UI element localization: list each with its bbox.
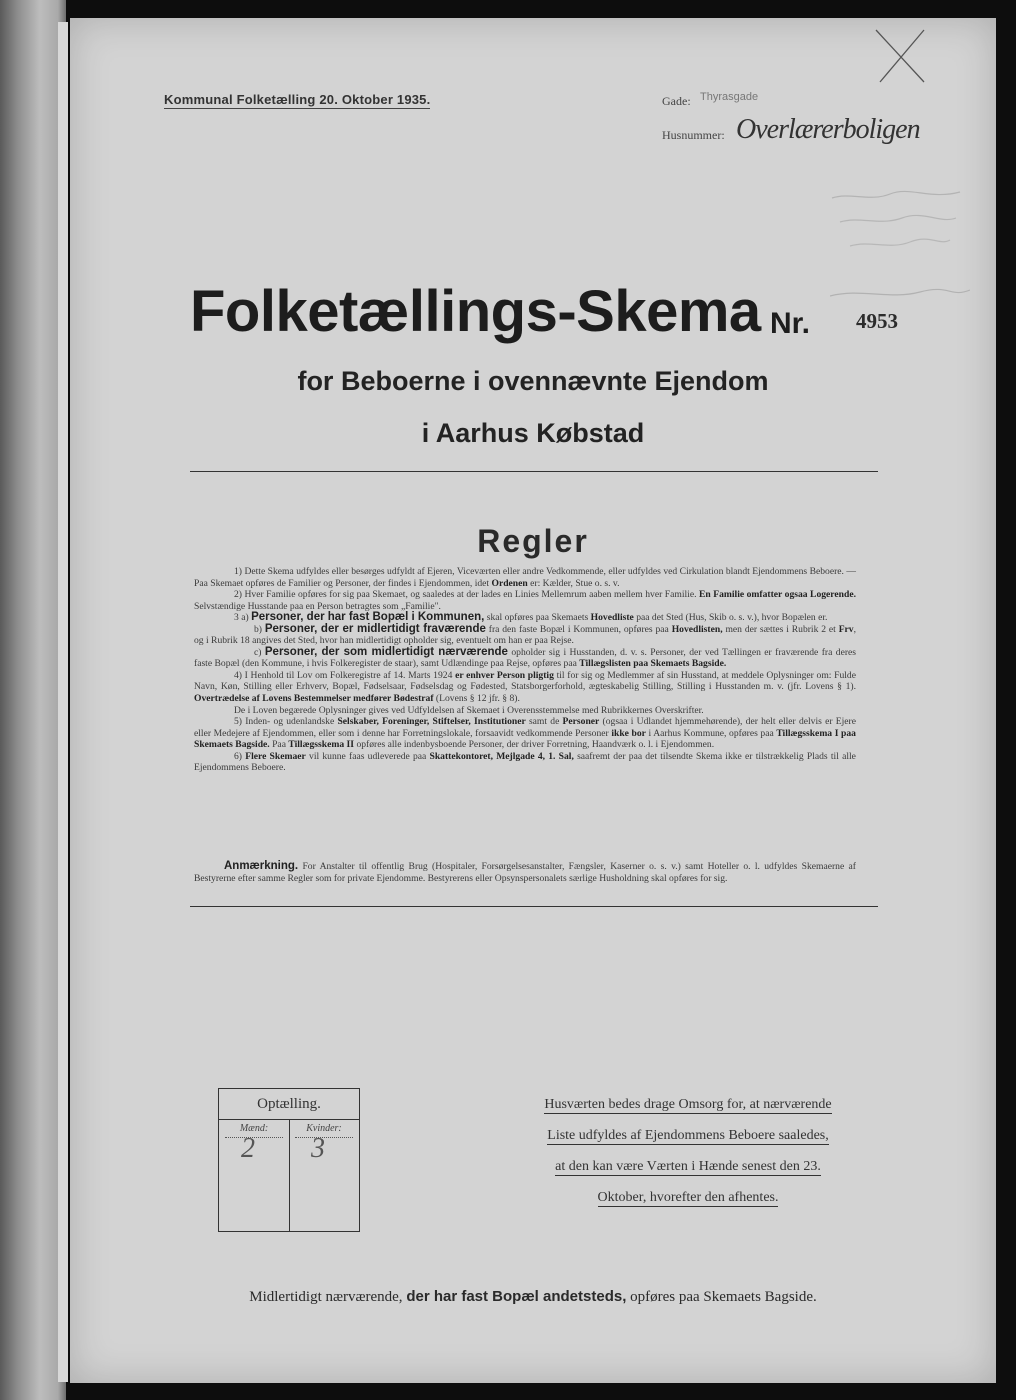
optaelling-title: Optælling. — [219, 1089, 359, 1120]
rule-1-bold: Ordenen — [491, 577, 528, 589]
husnummer-label: Husnummer: — [662, 128, 725, 142]
rule-4-note-text: De i Loven begærede Oplysninger gives ved Udfyldelsen af Skemaet i Overensstemmelse med Rubrikkernes Overskrifter. — [234, 704, 704, 716]
rule-4-text-3: (Lovens § 12 jfr. § 8). — [435, 693, 520, 705]
rule-3b — [194, 624, 856, 647]
rule-4-text: 4) I Henhold til Lov om Folkeregistre af 14. Marts 1924 — [234, 669, 453, 681]
rule-3c-bold: Tillægslisten paa Skemaets Bagside. — [579, 658, 727, 670]
book-binding — [0, 0, 66, 1400]
rule-5-text-end: opføres alle indenbysboende Personer, der driver Forretning, Haandværk o. l. i Ejendommen. — [356, 739, 715, 751]
rule-6-text-end: saafremt der paa det tilsendte Skema ikke er tilstrækkelig Plads til alle Ejendommens Beboere. — [194, 750, 856, 774]
rule-3a-text: skal opføres paa Skemaets — [486, 612, 589, 624]
cross-mark-icon — [870, 26, 930, 86]
rule-3a-text-end: paa det Sted (Hus, Skib o. s. v.), hvor Bopælen er. — [636, 612, 828, 624]
rule-2-text-end: Selvstændige Husstande paa en Person betragtes som „Familie". — [194, 600, 441, 612]
form-title: Folketællings-Skema — [190, 279, 761, 344]
notice-line-3-text: at den kan være Værten i Hænde senest den 23. — [555, 1159, 821, 1174]
rule-6 — [194, 751, 856, 774]
faint-pencil-notes — [830, 178, 970, 328]
husnummer-handwritten-value: Overlærerboligen — [736, 114, 920, 145]
notice-line-1-text: Husværten bedes drage Omsorg for, at nærværende — [544, 1097, 832, 1112]
rule-1-text: 1) Dette Skema udfyldes eller besørges udfyldt af Ejeren, Viceværten eller andre Vedkommende, eller udfyldes ved Cirkulation blandt Ejendommens Beboere. — Paa Skemaet opføres de Familier og Personer, der findes i Ejendommen, idet — [194, 566, 856, 589]
rule-5-bold-3: ikke bor — [611, 727, 646, 739]
maend-handwritten-value: 2 — [241, 1133, 255, 1164]
rule-6-number: 6) — [234, 750, 242, 762]
rule-3b-text: fra den faste Bopæl i Kommunen, opføres paa — [488, 623, 669, 635]
rule-3b-text-end: , og i Rubrik 18 angives det Sted, hvor han midlertidigt opholder sig, eventuelt om han er paa Rejse. — [194, 623, 857, 647]
rule-3a-bold: Hovedliste — [590, 612, 634, 624]
rule-3a-number: 3 a) — [234, 612, 249, 624]
footer-part-3: opføres paa Skemaets Bagside. — [630, 1289, 817, 1305]
rules-text — [194, 566, 856, 774]
rule-4-text-2: til for sig og Medlemmer af sin Husstand, at meddele Oplysninger om: Fulde Navn, Køn, Stilling eller Erhverv, Bopæl, Fødselsaar, Fødselsdag og Fødested, Statsborgerforhold, ægteskabelig Stilling, Stilling i Husstanden m. v. (jfr. Lovens § 1). — [194, 669, 856, 693]
footer-instruction — [70, 1288, 996, 1306]
rule-5-text-5: Paa — [272, 739, 286, 751]
kvinder-label: Kvinder: — [306, 1123, 342, 1134]
rule-5-text: 5) Inden- og udenlandske — [234, 716, 335, 728]
rule-2 — [194, 589, 856, 612]
regler-heading: Regler — [477, 523, 589, 559]
notice-line-2 — [518, 1126, 858, 1157]
gade-label: Gade: — [662, 94, 691, 108]
rule-6-bold-2: Skattekontoret, Mejlgade 4, 1. Sal, — [429, 750, 574, 762]
rule-3c-heading: Personer, der som midlertidigt nærværende — [264, 645, 508, 658]
optaelling-box — [218, 1088, 360, 1232]
divider-bottom — [190, 906, 878, 907]
notice-line-3 — [518, 1157, 858, 1188]
gade-value-stamp: Thyrasgade — [700, 91, 759, 103]
rule-5 — [194, 716, 856, 751]
optaelling-column-divider — [289, 1119, 290, 1231]
rule-1-text-end: er: Kælder, Stue o. s. v. — [530, 577, 620, 589]
rule-4-bold-2: Overtrædelse af Lovens Bestemmelser medfører Bødestraf — [194, 693, 434, 705]
rule-2-text: 2) Hver Familie opføres for sig paa Skemaet, og saaledes at der lades en Linies Mellemrum aaben mellem hver Familie. — [234, 589, 697, 601]
census-title: Kommunal Folketælling 20. Oktober 1935. — [164, 92, 431, 107]
rule-3b-number: b) — [254, 623, 262, 635]
rule-5-bold-2: Personer — [562, 716, 600, 728]
rule-1 — [194, 566, 856, 589]
anmaerkning-text: For Anstalter til offentlig Brug (Hospitaler, Forsørgelsesanstalter, Fængsler, Kaserner o. s. v.) samt Hoteller o. l. udfyldes Skemaerne af Bestyrerne efter samme Regler som for private Ejendomme. Bestyrerens eller Opsynspersonalets særlige Husholdning skal opføres for sig. — [194, 861, 856, 884]
divider-top — [190, 471, 878, 472]
notice-line-4-text: Oktober, hvorefter den afhentes. — [597, 1190, 779, 1205]
footer-part-1: Midlertidigt nærværende, — [249, 1289, 403, 1305]
landlord-notice — [518, 1095, 858, 1219]
rule-5-text-2: samt de — [528, 716, 560, 728]
rule-4-note — [194, 705, 856, 717]
rule-3b-frv: Frv — [838, 623, 854, 635]
rule-5-text-4: i Aarhus Kommune, opføres paa — [648, 727, 774, 739]
rule-3c-text: opholder sig i Husstanden, d. v. s. Personer, der ved Tællingen er fraværende fra deres faste Bopæl (den Kommune, i hvis Folkeregister de staar), samt Udlændinge paa Rejse, opføres paa — [194, 646, 857, 670]
rule-3b-bold: Hovedlisten, — [671, 623, 723, 635]
rule-3b-text-2: men der sættes i Rubrik 2 et — [725, 623, 836, 635]
notice-line-1 — [518, 1095, 858, 1126]
rule-6-text: vil kunne faas udleverede paa — [309, 750, 427, 762]
census-form-page — [70, 18, 996, 1383]
anmaerkning-note — [194, 860, 856, 885]
rule-2-bold: En Familie omfatter ogsaa Logerende. — [699, 589, 856, 601]
rule-3c — [194, 647, 856, 670]
rule-4-bold: er enhver Person pligtig — [455, 669, 554, 681]
rule-5-bold-4: Tillægsskema I paa Skemaets Bagside. — [194, 727, 856, 751]
rule-5-text-3: (ogsaa i Udlandet hjemmehørende), der helt eller delvis er Ejere eller Medejere af Ejendommen, eller som i denne har Forretningslokale, forsaavidt vedkommende Personer — [194, 716, 856, 739]
page-spine-edge — [58, 22, 68, 1382]
anmaerkning-heading: Anmærkning. — [224, 860, 299, 872]
rule-5-bold-5: Tillægsskema II — [288, 739, 355, 751]
notice-line-4 — [518, 1188, 858, 1219]
form-subtitle-line1: for Beboerne i ovennævnte Ejendom — [297, 366, 769, 396]
rule-6-bold: Flere Skemaer — [245, 750, 306, 762]
footer-part-2-bold: der har fast Bopæl andetsteds, — [406, 1288, 627, 1305]
notice-line-2-text: Liste udfyldes af Ejendommens Beboere saaledes, — [547, 1128, 829, 1143]
rule-3a-heading: Personer, der har fast Bopæl i Kommunen, — [251, 611, 485, 624]
form-number-value: 4953 — [856, 309, 898, 333]
form-subtitle-line2: i Aarhus Købstad — [421, 418, 645, 448]
rule-3b-heading: Personer, der er midlertidigt fraværende — [264, 622, 486, 635]
maend-label: Mænd: — [239, 1123, 269, 1134]
form-number-label: Nr. — [770, 307, 811, 340]
rule-4 — [194, 670, 856, 705]
kvinder-handwritten-value: 3 — [311, 1133, 325, 1164]
rule-3c-number: c) — [254, 646, 262, 658]
rule-5-bold: Selskaber, Foreninger, Stiftelser, Institutioner — [337, 716, 526, 728]
